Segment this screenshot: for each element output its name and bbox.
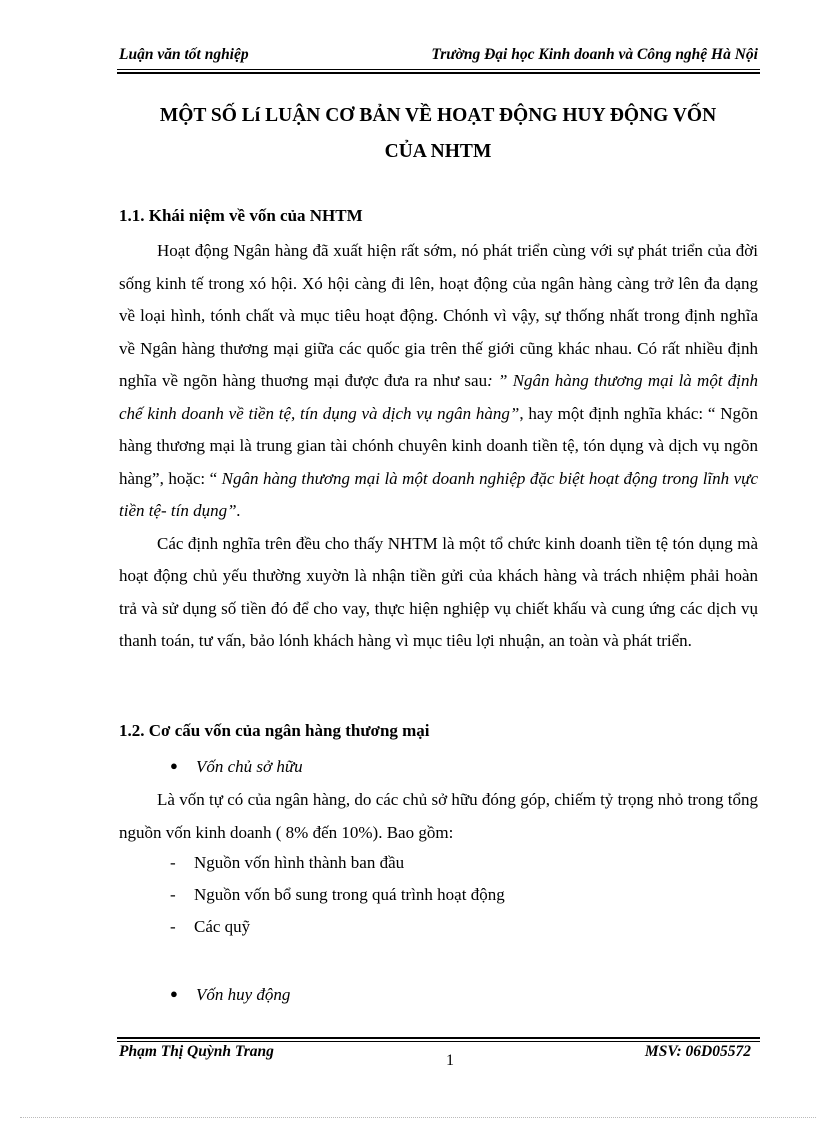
bullet-equity: [170, 757, 303, 777]
section-1-heading: 1.1. Khái niệm về vốn của NHTM: [119, 206, 363, 225]
section-1: [119, 206, 758, 226]
footer-author: Phạm Thị Quỳnh Trang: [119, 1043, 274, 1060]
bullet-dot: ●: [170, 986, 178, 1001]
header-right: Trường Đại học Kinh doanh và Công nghệ Hà Nội: [431, 46, 758, 63]
footer-student-id: MSV: 06D05572: [644, 1043, 751, 1060]
header-left: Luận văn tốt nghiệp: [119, 46, 249, 63]
page-number: 1: [446, 1052, 454, 1069]
page-header: [119, 46, 758, 64]
title-line-2: CỦA NHTM: [384, 141, 492, 162]
paragraph-definition: [119, 235, 758, 528]
paragraph-text-2: , hay một định nghĩa khác: “ Ngõn hàng thương mại là trung gian tài chónh chuyên kinh doanh tiền tệ, tón dụng và dịch vụ ngõn hàng”, hoặc: “: [119, 403, 758, 488]
equity-paragraph: [119, 784, 758, 849]
dash-item-label: Nguồn vốn bổ sung trong quá trình hoạt động: [194, 885, 505, 904]
document-title: [110, 98, 766, 170]
dash-item: - Nguồn vốn hình thành ban đầu: [170, 853, 405, 872]
dash-item-label: Nguồn vốn hình thành ban đầu: [194, 853, 405, 872]
dash-item: - Nguồn vốn bổ sung trong quá trình hoạt động: [170, 885, 505, 904]
footer-rule-thin: [117, 1041, 760, 1042]
header-rule-thin: [117, 69, 760, 70]
bullet-mobilized-capital: [170, 985, 290, 1005]
header-rule-thick: [117, 72, 760, 74]
paragraph-summary: Các định nghĩa trên đều cho thấy NHTM là một tổ chức kinh doanh tiền tệ tón dụng mà hoạt động chủ yếu thường xuyờn là nhận tiền gửi của khách hàng và trách nhiệm phải hoàn trả và sử dụng số tiền đó để cho vay, thực hiện nghiệp vụ chiết khấu và cung ứng các dịch vụ thanh toán, tư vấn, bảo lónh khách hàng vì mục tiêu lợi nhuận, an toàn và phát triển.: [119, 533, 758, 650]
dash-item: - Các quỹ: [170, 917, 251, 936]
quote-2: Ngân hàng thương mại là một doanh nghiệp đặc biệt hoạt động trong lĩnh vực tiền tệ- tín dụng”.: [119, 468, 758, 520]
title-line-1: MỘT SỐ Lí LUẬN CƠ BẢN VỀ HOẠT ĐỘNG HUY ĐỘNG VỐN: [159, 105, 717, 126]
section-2: [119, 721, 758, 741]
page-bottom-dotted-rule: [20, 1117, 816, 1118]
dash-item-label: Các quỹ: [194, 917, 251, 936]
footer-rule-thick: [117, 1037, 760, 1039]
paragraph-text: Hoạt động Ngân hàng đã xuất hiện rất sớm, nó phát triển cùng với sự phát triển của đời sống kinh tế trong xó hội. Xó hội càng đi lên, hoạt động của ngân hàng càng trở lên đa dạng về loại hình, tónh chất và mục tiêu hoạt động. Chónh vì vậy, sự thống nhất trong định nghĩa về Ngân hàng thương mại giữa các quốc gia trên thế giới cũng khác nhau. Có rất nhiều định nghĩa về ngõn hàng thuơng mại được đưa ra như sau: [119, 241, 758, 390]
section-2-heading: 1.2. Cơ cấu vốn của ngân hàng thương mại: [119, 721, 430, 740]
bullet-label: Vốn huy động: [196, 985, 291, 1004]
bullet-label: Vốn chủ sở hữu: [196, 757, 303, 776]
equity-text: Là vốn tự có của ngân hàng, do các chủ sở hữu đóng góp, chiếm tỷ trọng nhỏ trong tổng nguồn vốn kinh doanh ( 8% đến 10%). Bao gồm:: [119, 790, 758, 842]
bullet-dot: ●: [170, 758, 178, 773]
quote-1: : ” Ngân hàng thương mại là một định chế kinh doanh về tiền tệ, tín dụng và dịch vụ ngân hàng”: [119, 371, 759, 423]
section-1-body: [119, 235, 758, 658]
